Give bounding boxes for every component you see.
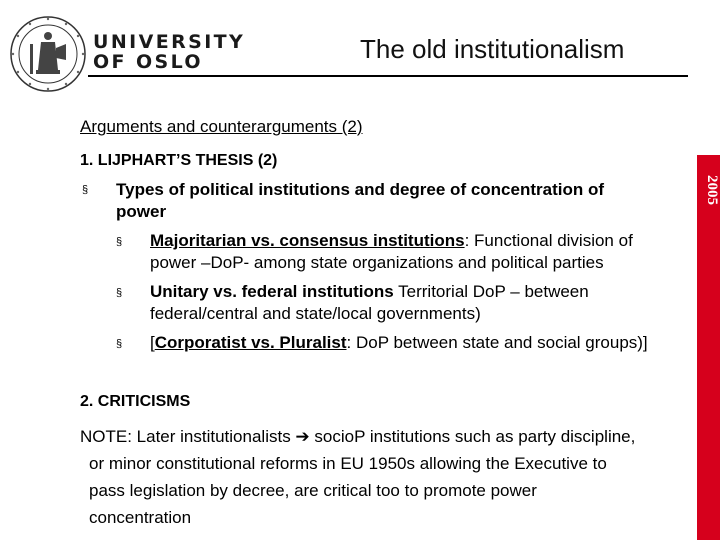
slide-subtitle: Arguments and counterarguments (2): [80, 117, 363, 136]
university-name: [93, 32, 245, 72]
subitem-text: Functional division of power –DoP- among state organizations and political parties: [150, 231, 633, 272]
subitem-term: Corporatist vs. Pluralist: [154, 333, 347, 352]
note-line-4: concentration: [89, 508, 192, 527]
main-bullet-label: Types of political institutions and degree of concentration of power: [116, 180, 604, 221]
criticism-note: [80, 423, 685, 531]
subitem-text: Territorial DoP – between federal/central and state/local governments): [150, 282, 589, 323]
bullet-marker: §: [116, 236, 123, 248]
header-divider: [88, 75, 688, 77]
subitem-unitary: [150, 281, 670, 325]
subitem-separator: :: [464, 231, 470, 250]
bullet-marker: §: [116, 287, 123, 299]
arrow-right-icon: ➔: [295, 427, 310, 446]
university-name-line2: OF OSLO: [93, 51, 203, 73]
subitem-text: : DoP between state and social groups)]: [346, 333, 648, 352]
bullet-marker: §: [116, 338, 123, 350]
main-bullet-text: [116, 179, 656, 223]
note-line-1: [80, 423, 685, 450]
subitem-corporatist: [150, 332, 670, 354]
university-name-line1: UNIVERSITY: [93, 31, 246, 53]
note-line-3: pass legislation by decree, are critical too to promote power: [89, 481, 537, 500]
note-line-2: or minor constitutional reforms in EU 1950s allowing the Executive to: [89, 454, 607, 473]
year-label: 2005: [704, 175, 720, 205]
subitem-majoritarian: [150, 230, 670, 274]
note-text: socioP institutions such as party discipline,: [309, 427, 636, 446]
university-seal-logo: [8, 14, 88, 94]
section2-heading: 2. CRITICISMS: [80, 393, 191, 410]
subitem-term: Majoritarian vs. consensus institutions: [150, 231, 465, 250]
slide-title: The old institutionalism: [360, 34, 625, 64]
subitem-term: Unitary vs. federal institutions: [150, 282, 394, 301]
subitem-prefix: [: [150, 333, 155, 352]
bullet-marker: §: [82, 184, 89, 196]
section1-heading: 1. LIJPHART’S THESIS (2): [80, 152, 278, 169]
note-text: NOTE: Later institutionalists: [80, 427, 296, 446]
